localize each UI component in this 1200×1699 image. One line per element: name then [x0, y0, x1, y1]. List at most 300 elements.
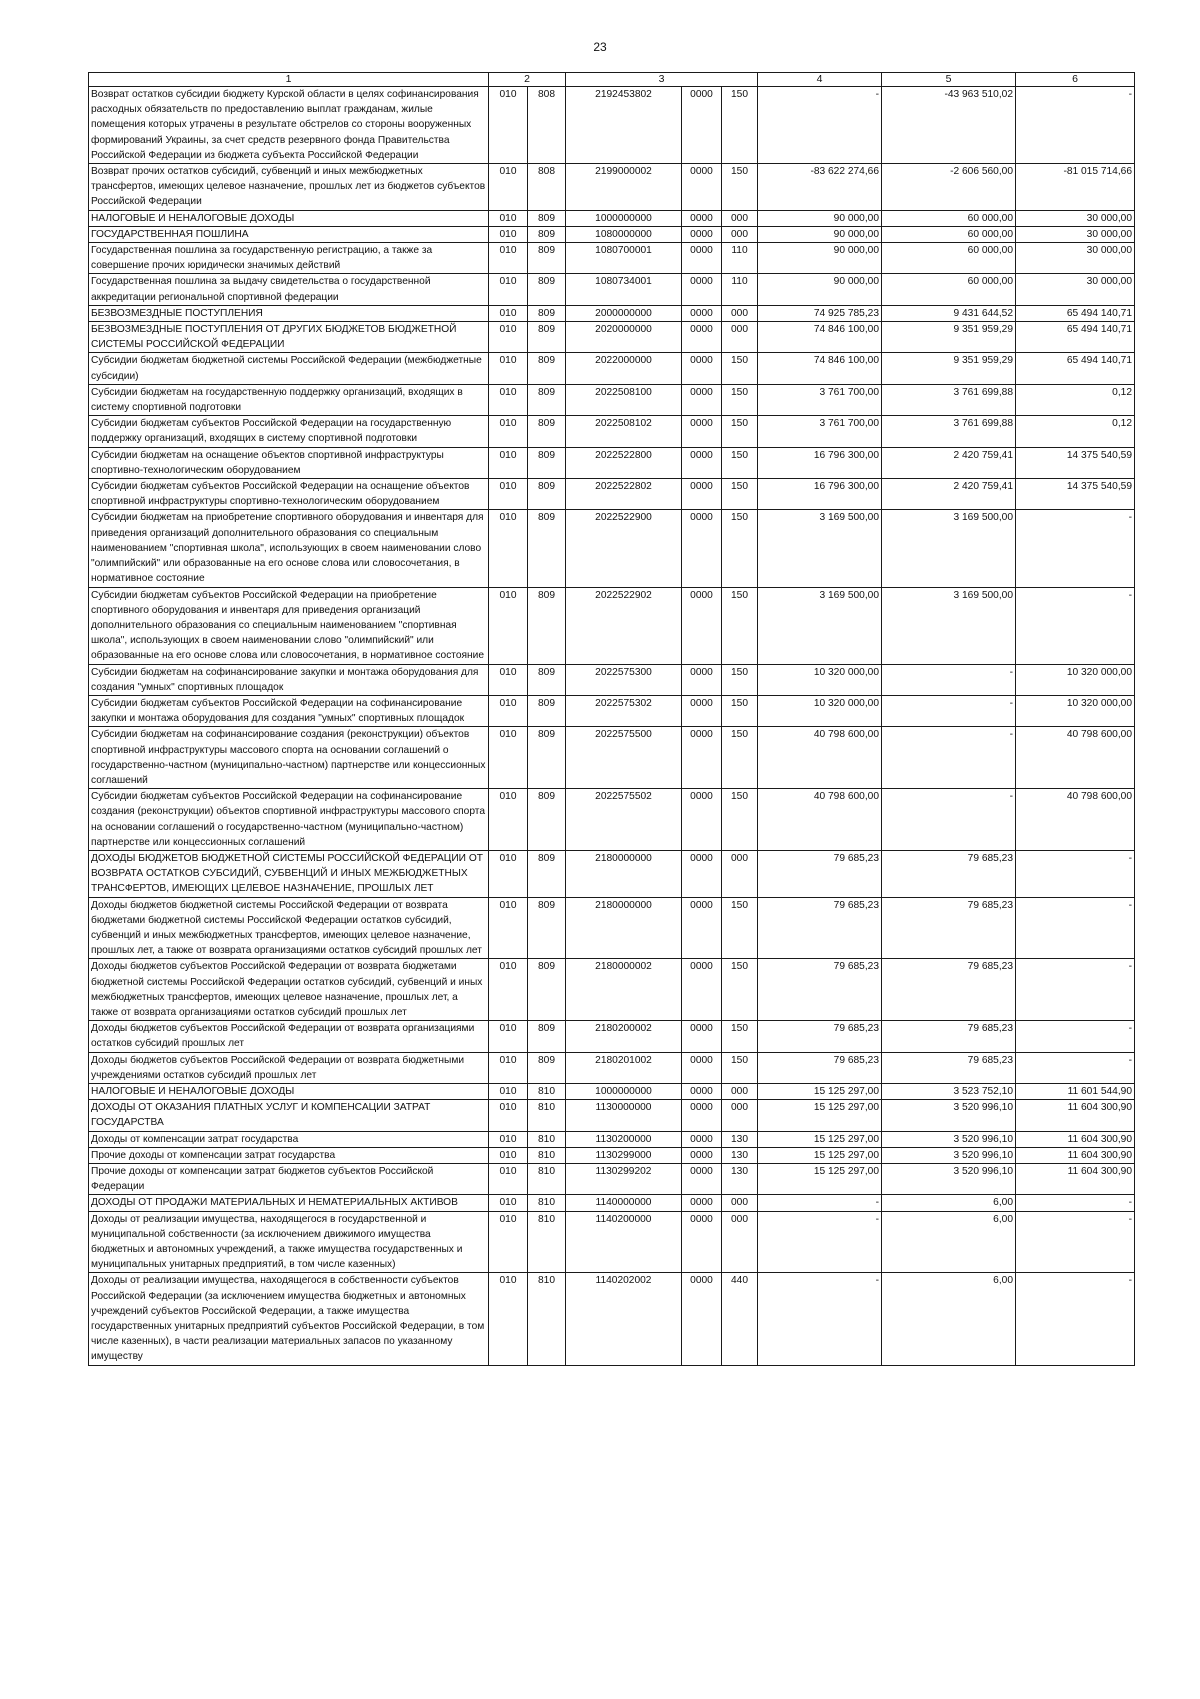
- row-subgroup-code-cell: 110: [722, 274, 758, 305]
- row-approved-amount-cell: 10 320 000,00: [758, 664, 882, 695]
- row-name-cell: Доходы бюджетов субъектов Российской Федерации от возврата бюджетными учреждениями остатков субсидий прошлых лет: [89, 1052, 489, 1083]
- row-subgroup-code-cell: 150: [722, 353, 758, 384]
- row-executed-amount-cell: 3 169 500,00: [882, 587, 1016, 664]
- row-approved-amount-cell: 74 846 100,00: [758, 353, 882, 384]
- row-subgroup-code-cell: 000: [722, 1211, 758, 1273]
- row-type-code-cell: 010: [489, 384, 528, 415]
- table-row: [89, 479, 1135, 510]
- row-kbk-code-cell: 2022575300: [566, 664, 682, 695]
- row-name-cell: Субсидии бюджетам субъектов Российской Федерации на софинансирование создания (реконструкции) объектов спортивной инфраструктуры массового спорта на основании соглашений о государственно-частном (муниципально-частном) партнерстве или концессионных соглашений: [89, 789, 489, 851]
- row-executed-amount-cell: -2 606 560,00: [882, 164, 1016, 211]
- row-name-cell: Субсидии бюджетам субъектов Российской Федерации на софинансирование закупки и монтажа оборудования для создания "умных" спортивных площадок: [89, 695, 489, 726]
- row-program-code-cell: 0000: [682, 1195, 722, 1211]
- row-name-cell: Субсидии бюджетам субъектов Российской Федерации на оснащение объектов спортивной инфраструктуры спортивно-технологическим оборудованием: [89, 479, 489, 510]
- table-row: [89, 1084, 1135, 1100]
- row-executed-amount-cell: 60 000,00: [882, 274, 1016, 305]
- row-name-cell: БЕЗВОЗМЕЗДНЫЕ ПОСТУПЛЕНИЯ ОТ ДРУГИХ БЮДЖЕТОВ БЮДЖЕТНОЙ СИСТЕМЫ РОССИЙСКОЙ ФЕДЕРАЦИИ: [89, 322, 489, 353]
- row-subgroup-code-cell: 150: [722, 727, 758, 789]
- row-subgroup-code-cell: 150: [722, 897, 758, 959]
- row-admin-code-cell: 809: [528, 243, 566, 274]
- row-program-code-cell: 0000: [682, 479, 722, 510]
- row-executed-amount-cell: 3 520 996,10: [882, 1100, 1016, 1131]
- row-approved-amount-cell: 16 796 300,00: [758, 447, 882, 478]
- table-row: [89, 695, 1135, 726]
- row-name-cell: Субсидии бюджетам на государственную поддержку организаций, входящих в систему спортивной подготовки: [89, 384, 489, 415]
- row-executed-amount-cell: -: [882, 727, 1016, 789]
- row-name-cell: Доходы бюджетов бюджетной системы Российской Федерации от возврата бюджетами бюджетной системы Российской Федерации остатков субсидий, субвенций и иных межбюджетных трансфертов, имеющих целевое назначение, прошлых лет, а также от возврата организациями остатков субсидий прошлых лет: [89, 897, 489, 959]
- header-col-3: 3: [566, 73, 758, 87]
- row-admin-code-cell: 810: [528, 1164, 566, 1195]
- row-type-code-cell: 010: [489, 353, 528, 384]
- row-program-code-cell: 0000: [682, 305, 722, 321]
- row-executed-amount-cell: -: [882, 664, 1016, 695]
- row-subgroup-code-cell: 000: [722, 305, 758, 321]
- row-approved-amount-cell: 79 685,23: [758, 1052, 882, 1083]
- row-name-cell: ДОХОДЫ БЮДЖЕТОВ БЮДЖЕТНОЙ СИСТЕМЫ РОССИЙСКОЙ ФЕДЕРАЦИИ ОТ ВОЗВРАТА ОСТАТКОВ СУБСИДИЙ, СУБВЕНЦИЙ И ИНЫХ МЕЖБЮДЖЕТНЫХ ТРАНСФЕРТОВ, ИМЕЮЩИХ ЦЕЛЕВОЕ НАЗНАЧЕНИЕ, ПРОШЛЫХ ЛЕТ: [89, 850, 489, 897]
- row-approved-amount-cell: 15 125 297,00: [758, 1147, 882, 1163]
- row-unexecuted-amount-cell: 0,12: [1016, 416, 1135, 447]
- row-name-cell: Доходы бюджетов субъектов Российской Федерации от возврата организациями остатков субсидий прошлых лет: [89, 1021, 489, 1052]
- row-admin-code-cell: 809: [528, 384, 566, 415]
- row-unexecuted-amount-cell: 30 000,00: [1016, 274, 1135, 305]
- table-row: [89, 664, 1135, 695]
- row-executed-amount-cell: 79 685,23: [882, 897, 1016, 959]
- table-row: [89, 274, 1135, 305]
- row-admin-code-cell: 810: [528, 1147, 566, 1163]
- row-unexecuted-amount-cell: 30 000,00: [1016, 243, 1135, 274]
- row-type-code-cell: 010: [489, 1052, 528, 1083]
- row-kbk-code-cell: 2022508100: [566, 384, 682, 415]
- row-name-cell: Доходы бюджетов субъектов Российской Федерации от возврата бюджетами бюджетной системы Российской Федерации остатков субсидий, субвенций и иных межбюджетных трансфертов, имеющих целевое назначение, прошлых лет, а также от возврата организациями остатков субсидий прошлых лет: [89, 959, 489, 1021]
- row-name-cell: НАЛОГОВЫЕ И НЕНАЛОГОВЫЕ ДОХОДЫ: [89, 210, 489, 226]
- table-row: [89, 305, 1135, 321]
- row-approved-amount-cell: -: [758, 1195, 882, 1211]
- row-name-cell: ДОХОДЫ ОТ ПРОДАЖИ МАТЕРИАЛЬНЫХ И НЕМАТЕРИАЛЬНЫХ АКТИВОВ: [89, 1195, 489, 1211]
- page-number: 23: [593, 40, 607, 54]
- row-type-code-cell: 010: [489, 1195, 528, 1211]
- row-unexecuted-amount-cell: 65 494 140,71: [1016, 322, 1135, 353]
- row-admin-code-cell: 809: [528, 226, 566, 242]
- row-type-code-cell: 010: [489, 1164, 528, 1195]
- row-approved-amount-cell: 79 685,23: [758, 1021, 882, 1052]
- table-row: [89, 1164, 1135, 1195]
- row-kbk-code-cell: 2199000002: [566, 164, 682, 211]
- row-executed-amount-cell: 3 520 996,10: [882, 1147, 1016, 1163]
- row-executed-amount-cell: 79 685,23: [882, 850, 1016, 897]
- row-executed-amount-cell: 9 431 644,52: [882, 305, 1016, 321]
- row-type-code-cell: 010: [489, 226, 528, 242]
- row-approved-amount-cell: 15 125 297,00: [758, 1164, 882, 1195]
- row-name-cell: Доходы от реализации имущества, находящегося в государственной и муниципальной собственности (за исключением движимого имущества бюджетных и автономных учреждений, а также имущества государственных и муниципальных унитарных предприятий, в том числе казенных): [89, 1211, 489, 1273]
- row-admin-code-cell: 809: [528, 695, 566, 726]
- row-admin-code-cell: 809: [528, 447, 566, 478]
- row-kbk-code-cell: 2180000000: [566, 850, 682, 897]
- row-subgroup-code-cell: 150: [722, 384, 758, 415]
- row-subgroup-code-cell: 440: [722, 1273, 758, 1365]
- row-executed-amount-cell: 60 000,00: [882, 226, 1016, 242]
- row-program-code-cell: 0000: [682, 322, 722, 353]
- row-admin-code-cell: 808: [528, 164, 566, 211]
- row-name-cell: Субсидии бюджетам на софинансирование закупки и монтажа оборудования для создания "умных" спортивных площадок: [89, 664, 489, 695]
- row-program-code-cell: 0000: [682, 1147, 722, 1163]
- row-approved-amount-cell: 3 761 700,00: [758, 384, 882, 415]
- row-type-code-cell: 010: [489, 1131, 528, 1147]
- row-approved-amount-cell: 16 796 300,00: [758, 479, 882, 510]
- row-subgroup-code-cell: 150: [722, 164, 758, 211]
- table-row: [89, 210, 1135, 226]
- row-type-code-cell: 010: [489, 274, 528, 305]
- row-program-code-cell: 0000: [682, 1084, 722, 1100]
- row-unexecuted-amount-cell: -: [1016, 87, 1135, 164]
- row-unexecuted-amount-cell: -: [1016, 1195, 1135, 1211]
- row-subgroup-code-cell: 130: [722, 1147, 758, 1163]
- table-row: [89, 587, 1135, 664]
- row-subgroup-code-cell: 150: [722, 664, 758, 695]
- row-approved-amount-cell: 15 125 297,00: [758, 1131, 882, 1147]
- row-type-code-cell: 010: [489, 959, 528, 1021]
- row-executed-amount-cell: 3 761 699,88: [882, 384, 1016, 415]
- table-row: [89, 447, 1135, 478]
- row-approved-amount-cell: 79 685,23: [758, 850, 882, 897]
- row-program-code-cell: 0000: [682, 226, 722, 242]
- row-program-code-cell: 0000: [682, 664, 722, 695]
- row-admin-code-cell: 809: [528, 510, 566, 587]
- row-program-code-cell: 0000: [682, 897, 722, 959]
- row-unexecuted-amount-cell: -: [1016, 959, 1135, 1021]
- row-executed-amount-cell: -43 963 510,02: [882, 87, 1016, 164]
- table-row: [89, 1195, 1135, 1211]
- table-row: [89, 1131, 1135, 1147]
- row-unexecuted-amount-cell: 65 494 140,71: [1016, 353, 1135, 384]
- row-executed-amount-cell: 3 523 752,10: [882, 1084, 1016, 1100]
- row-program-code-cell: 0000: [682, 959, 722, 1021]
- header-col-5: 5: [882, 73, 1016, 87]
- row-kbk-code-cell: 1130200000: [566, 1131, 682, 1147]
- row-approved-amount-cell: 3 169 500,00: [758, 587, 882, 664]
- table-row: [89, 959, 1135, 1021]
- header-col-6: 6: [1016, 73, 1135, 87]
- row-type-code-cell: 010: [489, 447, 528, 478]
- row-subgroup-code-cell: 130: [722, 1164, 758, 1195]
- row-kbk-code-cell: 1140202002: [566, 1273, 682, 1365]
- row-unexecuted-amount-cell: 11 604 300,90: [1016, 1164, 1135, 1195]
- table-row: [89, 243, 1135, 274]
- row-kbk-code-cell: 1080734001: [566, 274, 682, 305]
- table-body: [89, 87, 1135, 1366]
- row-admin-code-cell: 809: [528, 210, 566, 226]
- revenue-table: [88, 72, 1135, 1366]
- table-row: [89, 1100, 1135, 1131]
- row-approved-amount-cell: 10 320 000,00: [758, 695, 882, 726]
- row-kbk-code-cell: 2022522902: [566, 587, 682, 664]
- row-subgroup-code-cell: 000: [722, 226, 758, 242]
- row-program-code-cell: 0000: [682, 274, 722, 305]
- row-program-code-cell: 0000: [682, 727, 722, 789]
- row-type-code-cell: 010: [489, 164, 528, 211]
- row-kbk-code-cell: 1080000000: [566, 226, 682, 242]
- row-unexecuted-amount-cell: 30 000,00: [1016, 210, 1135, 226]
- row-approved-amount-cell: 90 000,00: [758, 226, 882, 242]
- row-kbk-code-cell: 2022000000: [566, 353, 682, 384]
- row-executed-amount-cell: 3 169 500,00: [882, 510, 1016, 587]
- row-approved-amount-cell: 90 000,00: [758, 210, 882, 226]
- row-name-cell: Субсидии бюджетам бюджетной системы Российской Федерации (межбюджетные субсидии): [89, 353, 489, 384]
- header-col-2: 2: [489, 73, 566, 87]
- row-executed-amount-cell: 79 685,23: [882, 1021, 1016, 1052]
- row-program-code-cell: 0000: [682, 243, 722, 274]
- row-name-cell: Возврат прочих остатков субсидий, субвенций и иных межбюджетных трансфертов, имеющих целевое назначение, прошлых лет из бюджетов субъектов Российской Федерации: [89, 164, 489, 211]
- row-program-code-cell: 0000: [682, 1100, 722, 1131]
- row-subgroup-code-cell: 150: [722, 510, 758, 587]
- row-unexecuted-amount-cell: 40 798 600,00: [1016, 727, 1135, 789]
- row-subgroup-code-cell: 150: [722, 789, 758, 851]
- row-subgroup-code-cell: 000: [722, 1195, 758, 1211]
- row-type-code-cell: 010: [489, 210, 528, 226]
- row-kbk-code-cell: 1130299000: [566, 1147, 682, 1163]
- row-subgroup-code-cell: 110: [722, 243, 758, 274]
- table-row: [89, 789, 1135, 851]
- row-unexecuted-amount-cell: -: [1016, 897, 1135, 959]
- row-type-code-cell: 010: [489, 897, 528, 959]
- row-unexecuted-amount-cell: 10 320 000,00: [1016, 664, 1135, 695]
- row-program-code-cell: 0000: [682, 1211, 722, 1273]
- row-type-code-cell: 010: [489, 789, 528, 851]
- row-executed-amount-cell: -: [882, 789, 1016, 851]
- row-unexecuted-amount-cell: 11 604 300,90: [1016, 1100, 1135, 1131]
- row-admin-code-cell: 810: [528, 1084, 566, 1100]
- row-kbk-code-cell: 2000000000: [566, 305, 682, 321]
- row-unexecuted-amount-cell: -81 015 714,66: [1016, 164, 1135, 211]
- table-row: [89, 1211, 1135, 1273]
- row-executed-amount-cell: 9 351 959,29: [882, 353, 1016, 384]
- row-unexecuted-amount-cell: -: [1016, 1273, 1135, 1365]
- row-name-cell: Прочие доходы от компенсации затрат государства: [89, 1147, 489, 1163]
- row-subgroup-code-cell: 000: [722, 322, 758, 353]
- row-admin-code-cell: 810: [528, 1195, 566, 1211]
- row-admin-code-cell: 809: [528, 1052, 566, 1083]
- row-unexecuted-amount-cell: 14 375 540,59: [1016, 479, 1135, 510]
- row-subgroup-code-cell: 150: [722, 479, 758, 510]
- row-subgroup-code-cell: 150: [722, 1052, 758, 1083]
- row-type-code-cell: 010: [489, 416, 528, 447]
- row-unexecuted-amount-cell: 40 798 600,00: [1016, 789, 1135, 851]
- row-type-code-cell: 010: [489, 1273, 528, 1365]
- table-row: [89, 1052, 1135, 1083]
- row-unexecuted-amount-cell: 11 601 544,90: [1016, 1084, 1135, 1100]
- row-type-code-cell: 010: [489, 305, 528, 321]
- row-admin-code-cell: 809: [528, 305, 566, 321]
- row-subgroup-code-cell: 000: [722, 210, 758, 226]
- row-name-cell: Прочие доходы от компенсации затрат бюджетов субъектов Российской Федерации: [89, 1164, 489, 1195]
- row-name-cell: Субсидии бюджетам на приобретение спортивного оборудования и инвентаря для приведения организаций дополнительного образования со специальным наименованием "спортивная школа", использующих в своем наименовании слово "олимпийский" или образованные на его основе слова или словосочетания, в нормативное состояние: [89, 510, 489, 587]
- row-type-code-cell: 010: [489, 1211, 528, 1273]
- row-unexecuted-amount-cell: -: [1016, 1021, 1135, 1052]
- row-executed-amount-cell: -: [882, 695, 1016, 726]
- row-approved-amount-cell: -: [758, 87, 882, 164]
- table-row: [89, 353, 1135, 384]
- row-executed-amount-cell: 79 685,23: [882, 959, 1016, 1021]
- row-kbk-code-cell: 2022522800: [566, 447, 682, 478]
- row-subgroup-code-cell: 150: [722, 416, 758, 447]
- row-type-code-cell: 010: [489, 1100, 528, 1131]
- row-approved-amount-cell: 3 761 700,00: [758, 416, 882, 447]
- row-executed-amount-cell: 60 000,00: [882, 210, 1016, 226]
- row-admin-code-cell: 809: [528, 850, 566, 897]
- row-kbk-code-cell: 2022508102: [566, 416, 682, 447]
- row-approved-amount-cell: -: [758, 1273, 882, 1365]
- row-admin-code-cell: 809: [528, 322, 566, 353]
- row-executed-amount-cell: 79 685,23: [882, 1052, 1016, 1083]
- row-name-cell: Субсидии бюджетам субъектов Российской Федерации на государственную поддержку организаций, входящих в систему спортивной подготовки: [89, 416, 489, 447]
- row-subgroup-code-cell: 000: [722, 850, 758, 897]
- row-kbk-code-cell: 1140200000: [566, 1211, 682, 1273]
- row-approved-amount-cell: 15 125 297,00: [758, 1084, 882, 1100]
- row-unexecuted-amount-cell: -: [1016, 850, 1135, 897]
- table-header: [89, 73, 1135, 87]
- row-program-code-cell: 0000: [682, 1021, 722, 1052]
- row-approved-amount-cell: 40 798 600,00: [758, 789, 882, 851]
- row-type-code-cell: 010: [489, 587, 528, 664]
- row-unexecuted-amount-cell: -: [1016, 587, 1135, 664]
- row-name-cell: Субсидии бюджетам на софинансирование создания (реконструкции) объектов спортивной инфраструктуры массового спорта на основании соглашений о государственно-частном (муниципально-частном) партнерстве или концессионных соглашений: [89, 727, 489, 789]
- row-approved-amount-cell: -: [758, 1211, 882, 1273]
- row-kbk-code-cell: 2022575500: [566, 727, 682, 789]
- table-row: [89, 1273, 1135, 1365]
- row-type-code-cell: 010: [489, 479, 528, 510]
- row-unexecuted-amount-cell: -: [1016, 510, 1135, 587]
- row-admin-code-cell: 810: [528, 1211, 566, 1273]
- table-row: [89, 384, 1135, 415]
- row-approved-amount-cell: 40 798 600,00: [758, 727, 882, 789]
- row-subgroup-code-cell: 150: [722, 695, 758, 726]
- row-executed-amount-cell: 9 351 959,29: [882, 322, 1016, 353]
- table-row: [89, 226, 1135, 242]
- row-program-code-cell: 0000: [682, 1273, 722, 1365]
- table-row: [89, 510, 1135, 587]
- row-unexecuted-amount-cell: 10 320 000,00: [1016, 695, 1135, 726]
- row-unexecuted-amount-cell: 30 000,00: [1016, 226, 1135, 242]
- row-approved-amount-cell: 90 000,00: [758, 274, 882, 305]
- row-name-cell: Доходы от реализации имущества, находящегося в собственности субъектов Российской Федерации (за исключением имущества бюджетных и автономных учреждений субъектов Российской Федерации, а также имущества государственных унитарных предприятий субъектов Российской Федерации, в том числе казенных), в части реализации материальных запасов по указанному имуществу: [89, 1273, 489, 1365]
- row-kbk-code-cell: 2180201002: [566, 1052, 682, 1083]
- row-executed-amount-cell: 6,00: [882, 1273, 1016, 1365]
- row-program-code-cell: 0000: [682, 789, 722, 851]
- row-admin-code-cell: 810: [528, 1131, 566, 1147]
- row-type-code-cell: 010: [489, 1084, 528, 1100]
- row-admin-code-cell: 809: [528, 664, 566, 695]
- row-admin-code-cell: 810: [528, 1273, 566, 1365]
- table-row: [89, 164, 1135, 211]
- row-kbk-code-cell: 2180200002: [566, 1021, 682, 1052]
- row-admin-code-cell: 808: [528, 87, 566, 164]
- row-program-code-cell: 0000: [682, 447, 722, 478]
- table-row: [89, 897, 1135, 959]
- row-name-cell: БЕЗВОЗМЕЗДНЫЕ ПОСТУПЛЕНИЯ: [89, 305, 489, 321]
- row-name-cell: ГОСУДАРСТВЕННАЯ ПОШЛИНА: [89, 226, 489, 242]
- row-executed-amount-cell: 6,00: [882, 1195, 1016, 1211]
- row-type-code-cell: 010: [489, 695, 528, 726]
- row-admin-code-cell: 809: [528, 274, 566, 305]
- row-kbk-code-cell: 2180000000: [566, 897, 682, 959]
- row-approved-amount-cell: 15 125 297,00: [758, 1100, 882, 1131]
- row-unexecuted-amount-cell: 65 494 140,71: [1016, 305, 1135, 321]
- row-admin-code-cell: 809: [528, 897, 566, 959]
- row-unexecuted-amount-cell: -: [1016, 1211, 1135, 1273]
- row-subgroup-code-cell: 150: [722, 87, 758, 164]
- table-row: [89, 1147, 1135, 1163]
- row-approved-amount-cell: 74 846 100,00: [758, 322, 882, 353]
- row-executed-amount-cell: 60 000,00: [882, 243, 1016, 274]
- row-executed-amount-cell: 3 520 996,10: [882, 1164, 1016, 1195]
- row-program-code-cell: 0000: [682, 1131, 722, 1147]
- row-kbk-code-cell: 1130299202: [566, 1164, 682, 1195]
- row-program-code-cell: 0000: [682, 353, 722, 384]
- row-type-code-cell: 010: [489, 850, 528, 897]
- row-kbk-code-cell: 2022522900: [566, 510, 682, 587]
- row-program-code-cell: 0000: [682, 164, 722, 211]
- table-row: [89, 1021, 1135, 1052]
- row-approved-amount-cell: -83 622 274,66: [758, 164, 882, 211]
- row-executed-amount-cell: 2 420 759,41: [882, 447, 1016, 478]
- row-program-code-cell: 0000: [682, 695, 722, 726]
- row-type-code-cell: 010: [489, 1021, 528, 1052]
- row-program-code-cell: 0000: [682, 1164, 722, 1195]
- row-kbk-code-cell: 1000000000: [566, 1084, 682, 1100]
- row-admin-code-cell: 809: [528, 789, 566, 851]
- row-name-cell: Государственная пошлина за выдачу свидетельства о государственной аккредитации региональной спортивной федерации: [89, 274, 489, 305]
- row-kbk-code-cell: 2180000002: [566, 959, 682, 1021]
- row-name-cell: Субсидии бюджетам на оснащение объектов спортивной инфраструктуры спортивно-технологическим оборудованием: [89, 447, 489, 478]
- row-subgroup-code-cell: 130: [722, 1131, 758, 1147]
- row-unexecuted-amount-cell: 14 375 540,59: [1016, 447, 1135, 478]
- header-col-4: 4: [758, 73, 882, 87]
- row-kbk-code-cell: 2192453802: [566, 87, 682, 164]
- row-kbk-code-cell: 2022575502: [566, 789, 682, 851]
- row-subgroup-code-cell: 000: [722, 1084, 758, 1100]
- row-subgroup-code-cell: 150: [722, 1021, 758, 1052]
- row-executed-amount-cell: 3 520 996,10: [882, 1131, 1016, 1147]
- row-type-code-cell: 010: [489, 727, 528, 789]
- row-subgroup-code-cell: 150: [722, 587, 758, 664]
- row-subgroup-code-cell: 150: [722, 447, 758, 478]
- row-unexecuted-amount-cell: 11 604 300,90: [1016, 1131, 1135, 1147]
- row-type-code-cell: 010: [489, 664, 528, 695]
- table-row: [89, 322, 1135, 353]
- row-name-cell: Государственная пошлина за государственную регистрацию, а также за совершение прочих юридически значимых действий: [89, 243, 489, 274]
- row-executed-amount-cell: 6,00: [882, 1211, 1016, 1273]
- row-kbk-code-cell: 2020000000: [566, 322, 682, 353]
- table-row: [89, 850, 1135, 897]
- row-name-cell: Возврат остатков субсидии бюджету Курской области в целях софинансирования расходных обязательств по предоставлению выплат гражданам, жилые помещения которых утрачены в результате обстрелов со стороны вооруженных формирований Украины, за счет средств резервного фонда Правительства Российской Федерации из бюджета субъекта Российской Федерации: [89, 87, 489, 164]
- row-subgroup-code-cell: 000: [722, 1100, 758, 1131]
- table-row: [89, 416, 1135, 447]
- row-type-code-cell: 010: [489, 510, 528, 587]
- row-program-code-cell: 0000: [682, 1052, 722, 1083]
- table-row: [89, 87, 1135, 164]
- row-executed-amount-cell: 2 420 759,41: [882, 479, 1016, 510]
- row-approved-amount-cell: 3 169 500,00: [758, 510, 882, 587]
- row-name-cell: Субсидии бюджетам субъектов Российской Федерации на приобретение спортивного оборудования и инвентаря для приведения организаций дополнительного образования со специальным наименованием "спортивная школа", использующих в своем наименовании слово "олимпийский" или образованные на его основе слова или словосочетания, в нормативное состояние: [89, 587, 489, 664]
- row-kbk-code-cell: 1140000000: [566, 1195, 682, 1211]
- row-admin-code-cell: 809: [528, 353, 566, 384]
- row-kbk-code-cell: 2022575302: [566, 695, 682, 726]
- row-admin-code-cell: 809: [528, 727, 566, 789]
- row-type-code-cell: 010: [489, 322, 528, 353]
- row-unexecuted-amount-cell: -: [1016, 1052, 1135, 1083]
- row-unexecuted-amount-cell: 11 604 300,90: [1016, 1147, 1135, 1163]
- row-admin-code-cell: 809: [528, 479, 566, 510]
- row-kbk-code-cell: 2022522802: [566, 479, 682, 510]
